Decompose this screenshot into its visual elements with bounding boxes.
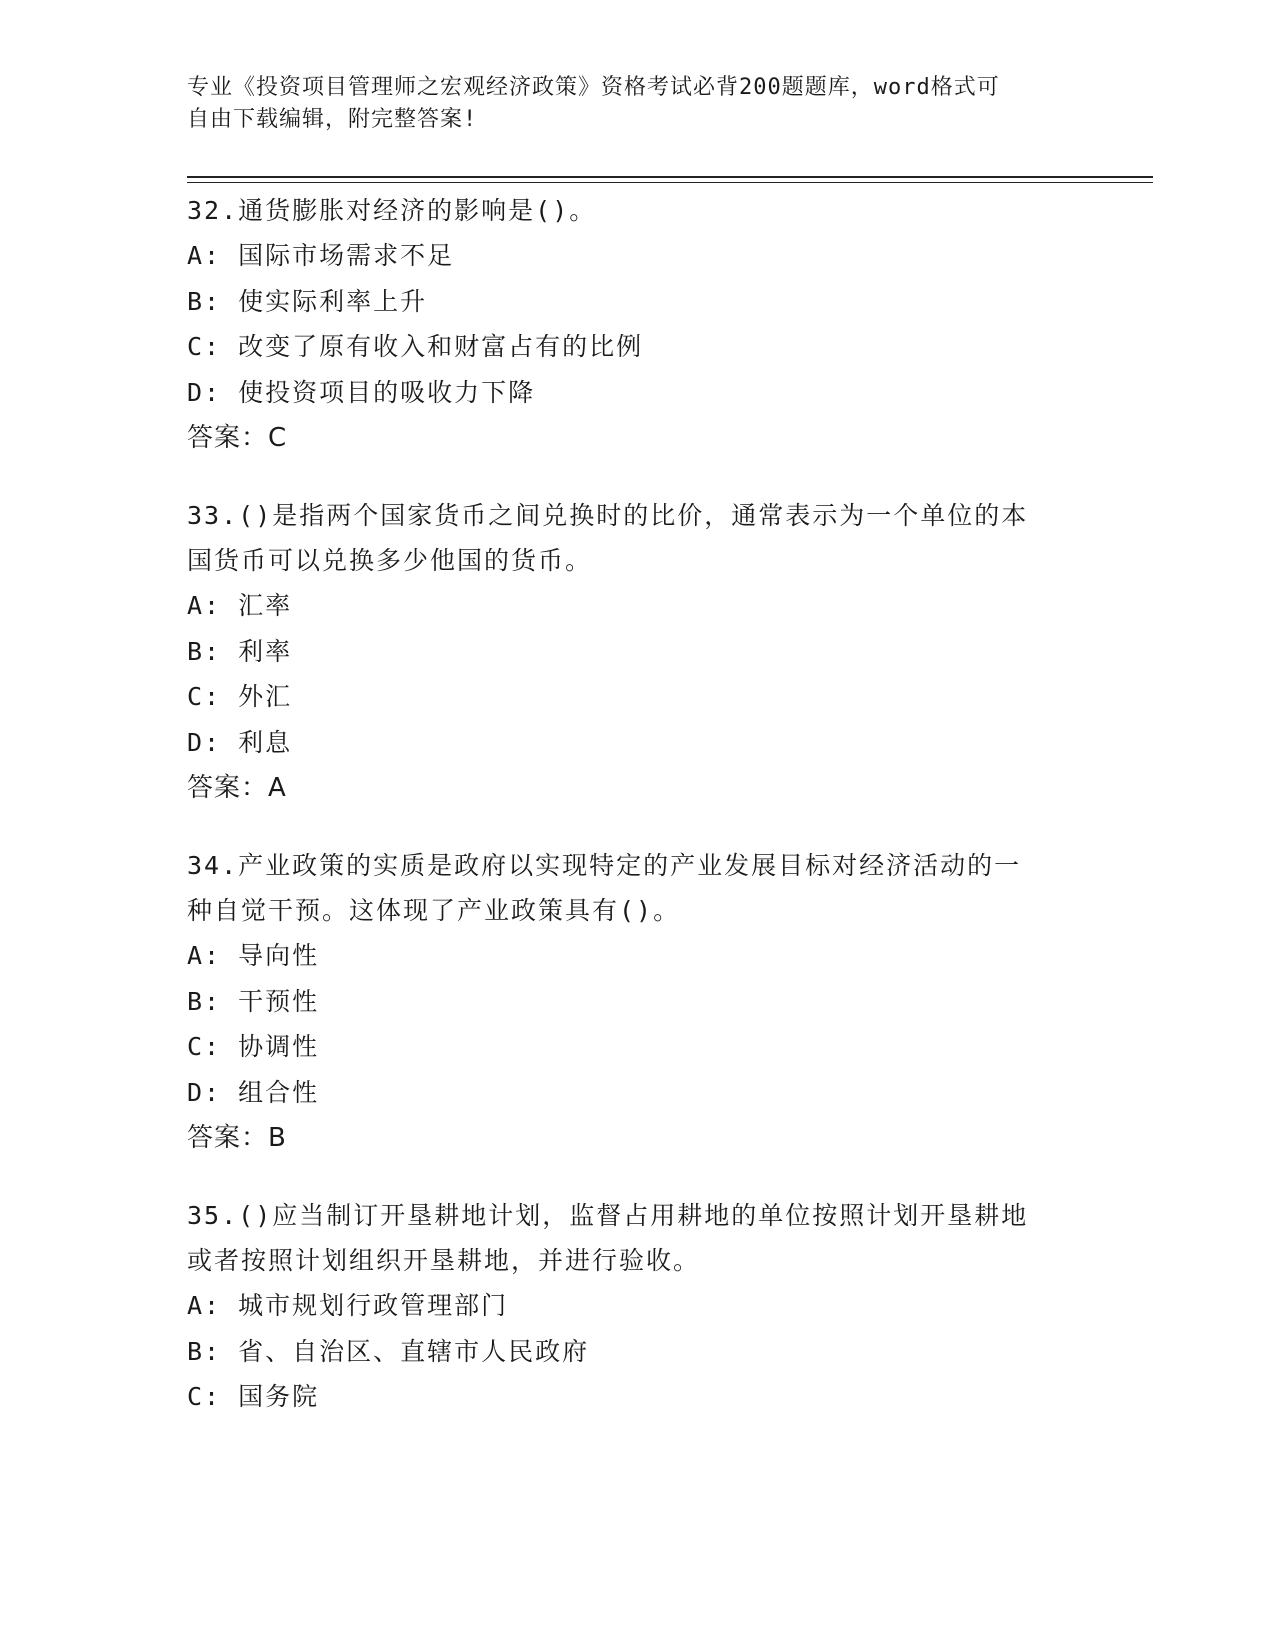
option-key: C: <box>187 332 222 361</box>
option-b <box>187 279 1087 325</box>
answer-line: 答案：C <box>187 423 288 453</box>
option-a <box>187 933 1087 979</box>
question-list <box>187 188 1087 1452</box>
option-c <box>187 324 1087 370</box>
question-stem: 32.通货膨胀对经济的影响是()。 <box>187 196 597 225</box>
option-text: 改变了原有收入和财富占有的比例 <box>238 332 644 361</box>
option-b <box>187 1329 1087 1375</box>
answer-line: 答案：B <box>187 1123 287 1153</box>
header-divider-thick <box>187 176 1153 178</box>
option-text: 组合性 <box>238 1077 320 1107</box>
question-34 <box>187 843 1087 1161</box>
option-text: 外汇 <box>238 682 293 711</box>
document-header <box>187 72 1067 136</box>
question-32 <box>187 188 1087 461</box>
option-text: 利息 <box>238 727 293 757</box>
question-stem-line-2: 种自觉干预。这体现了产业政策具有()。 <box>187 896 681 925</box>
option-d <box>187 1070 1087 1116</box>
header-line-1: 专业《投资项目管理师之宏观经济政策》资格考试必背200题题库，word格式可 <box>187 75 1000 100</box>
question-33 <box>187 493 1087 811</box>
option-d <box>187 720 1087 766</box>
question-stem-line-1: 35.()应当制订开垦耕地计划，监督占用耕地的单位按照计划开垦耕地 <box>187 1201 1029 1230</box>
question-35 <box>187 1193 1087 1420</box>
option-text: 国务院 <box>238 1382 320 1411</box>
option-text: 使实际利率上升 <box>238 286 428 316</box>
question-stem-line-2: 国货币可以兑换多少他国的货币。 <box>187 546 593 575</box>
option-key: D: <box>187 1077 222 1107</box>
option-text: 利率 <box>238 636 293 666</box>
option-key: A: <box>187 241 222 270</box>
option-text: 导向性 <box>238 941 320 970</box>
option-text: 国际市场需求不足 <box>238 241 455 270</box>
option-key: B: <box>187 986 222 1016</box>
header-divider-thin <box>187 182 1153 183</box>
option-b <box>187 979 1087 1025</box>
answer-line: 答案：A <box>187 773 287 803</box>
option-key: C: <box>187 1382 222 1411</box>
option-key: D: <box>187 377 222 407</box>
option-text: 省、自治区、直辖市人民政府 <box>238 1336 590 1366</box>
header-line-2: 自由下载编辑，附完整答案! <box>187 107 478 132</box>
option-text: 城市规划行政管理部门 <box>238 1291 509 1320</box>
option-a <box>187 583 1087 629</box>
question-stem-line-1: 33.()是指两个国家货币之间兑换时的比价，通常表示为一个单位的本 <box>187 501 1029 530</box>
option-text: 干预性 <box>238 986 320 1016</box>
option-d <box>187 370 1087 416</box>
option-text: 协调性 <box>238 1032 320 1061</box>
option-key: B: <box>187 1336 222 1366</box>
option-key: B: <box>187 286 222 316</box>
option-a <box>187 233 1087 279</box>
question-stem-line-1: 34.产业政策的实质是政府以实现特定的产业发展目标对经济活动的一 <box>187 851 1022 880</box>
option-c <box>187 1024 1087 1070</box>
option-a <box>187 1283 1087 1329</box>
option-key: A: <box>187 591 222 620</box>
question-stem-line-2: 或者按照计划组织开垦耕地，并进行验收。 <box>187 1246 701 1275</box>
option-key: B: <box>187 636 222 666</box>
option-key: C: <box>187 682 222 711</box>
option-key: A: <box>187 1291 222 1320</box>
option-key: A: <box>187 941 222 970</box>
option-c <box>187 674 1087 720</box>
option-text: 使投资项目的吸收力下降 <box>238 377 536 407</box>
option-b <box>187 629 1087 675</box>
option-c <box>187 1374 1087 1420</box>
option-text: 汇率 <box>238 591 293 620</box>
option-key: D: <box>187 727 222 757</box>
option-key: C: <box>187 1032 222 1061</box>
